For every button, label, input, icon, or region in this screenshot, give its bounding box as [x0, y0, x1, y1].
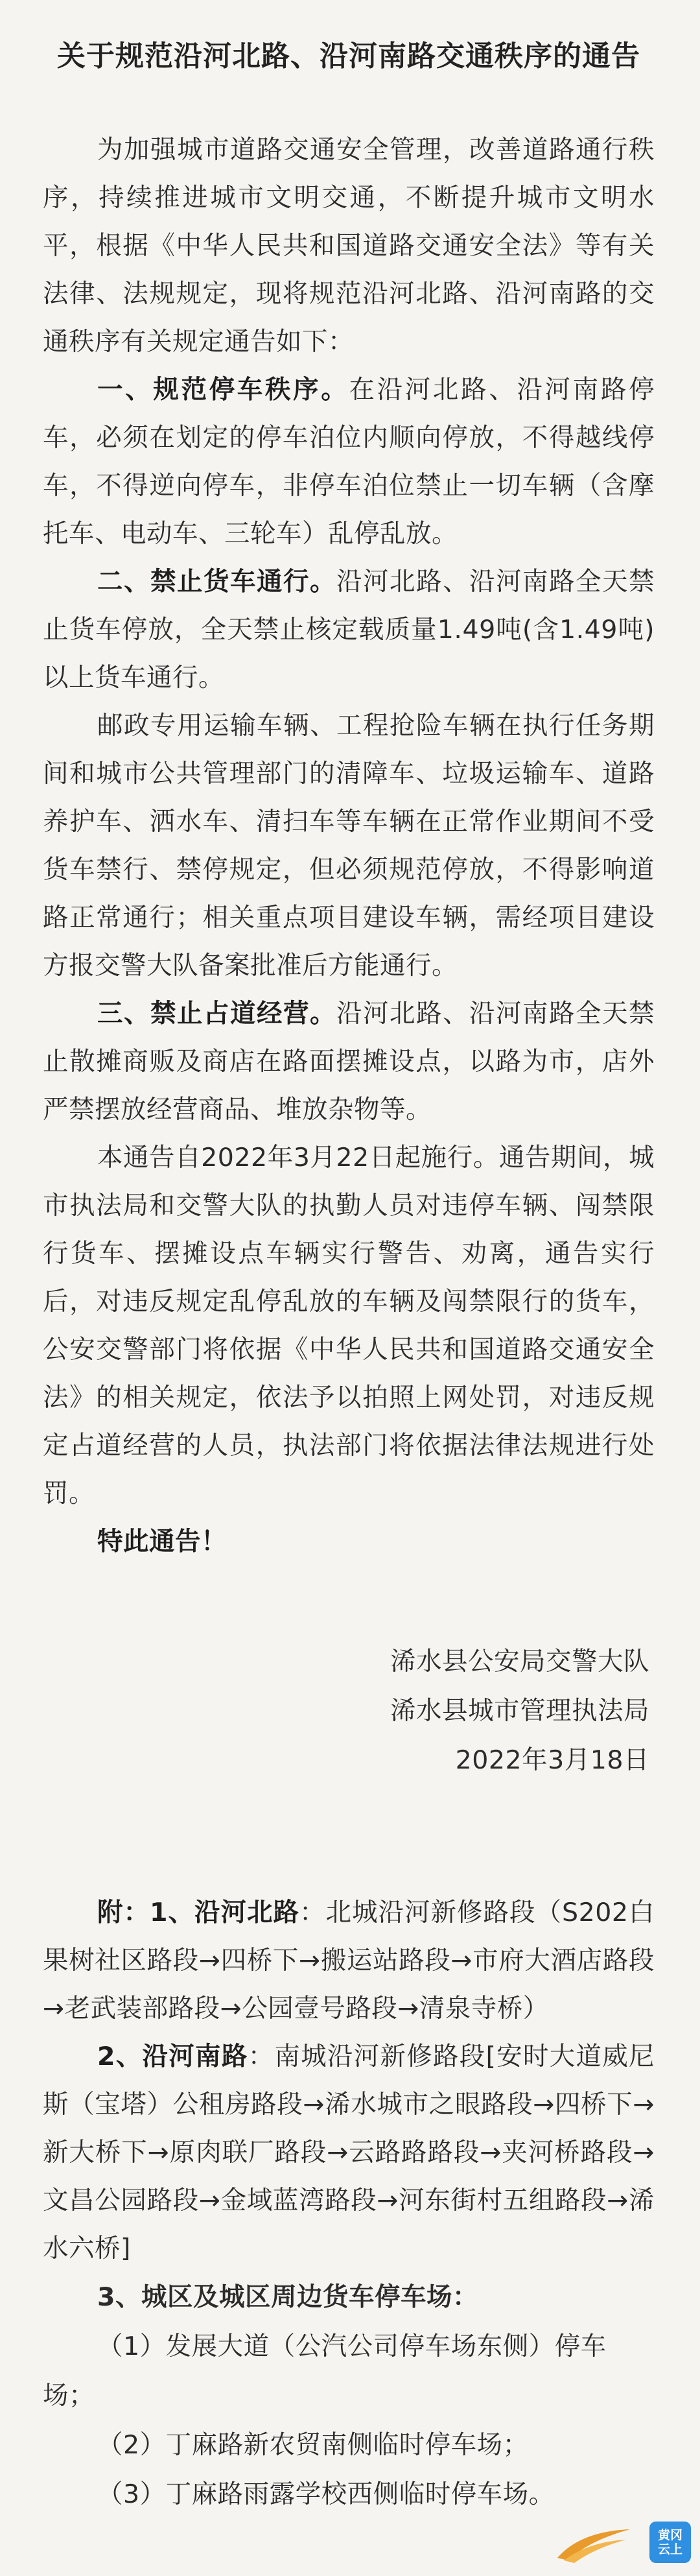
notice-body	[43, 126, 655, 1566]
watermark-logo	[555, 2522, 691, 2563]
annex-text: ：南城沿河新修路段[安时大道威尼斯（宝塔）公租房路段→浠水城市之眼路段→四桥下→新大桥下→原肉联厂路段→云路路路段→夹河桥路段→文昌公园路段→金域蓝湾路段→河东街村五组路段→浠水六桥]	[43, 2042, 655, 2263]
issue-date: 2022年3月18日	[455, 1745, 649, 1775]
section-heading: 二、禁止货车通行。	[97, 567, 336, 597]
swoosh-icon	[555, 2525, 633, 2563]
annex-text: ：北城沿河新修路段（S202白果树社区路段→四桥下→搬运站路段→市府大酒店路段→老武装部路段→公园壹号路段→清泉寺桥）	[43, 1898, 655, 2023]
section-closing	[43, 1518, 655, 1566]
section-exemptions	[43, 702, 655, 990]
section-heading: 一、规范停车秩序。	[97, 375, 349, 405]
signature-block	[43, 1637, 655, 1785]
parking-lot-item: （3）丁麻路雨露学校西侧临时停车场。	[97, 2479, 555, 2509]
annex-item-truck-parking	[43, 2272, 655, 2322]
intro-paragraph: 为加强城市道路交通安全管理，改善道路通行秩序，持续推进城市文明交通，不断提升城市文明水平，根据《中华人民共和国道路交通安全法》等有关法律、法规规定，现将规范沿河北路、沿河南路的交通秩序有关规定通告如下：	[43, 135, 655, 357]
notice-title: 关于规范沿河北路、沿河南路交通秩序的通告	[57, 40, 640, 73]
parking-lot-item: （2）丁麻路新农贸南侧临时停车场；	[97, 2430, 529, 2460]
annex-heading: 2、沿河南路	[97, 2042, 248, 2071]
annex-item-south-road	[43, 2033, 655, 2272]
badge-line-1: 黄冈	[657, 2528, 682, 2542]
section-parking	[43, 366, 655, 558]
annex-heading: 附：1、沿河北路	[97, 1898, 300, 1927]
parking-lot-item: （1）发展大道（公汽公司停车场东侧）停车场；	[43, 2332, 607, 2411]
issuer-urban-management: 浠水县城市管理执法局	[390, 1696, 649, 1726]
section-street-vending	[43, 990, 655, 1134]
annex-heading: 3、城区及城区周边货车停车场：	[97, 2282, 478, 2312]
closing-text: 特此通告！	[97, 1527, 227, 1556]
annex-item-north-road	[43, 1889, 655, 2033]
annex	[43, 1889, 655, 2519]
section-truck-ban	[43, 558, 655, 702]
badge-line-2: 云上	[657, 2542, 682, 2557]
app-badge-icon	[649, 2522, 691, 2563]
section-text: 沿河北路、沿河南路全天禁止货车停放，全天禁止核定载质量1.49吨(含1.49吨)以上货车通行。	[43, 567, 655, 693]
section-text: 在沿河北路、沿河南路停车，必须在划定的停车泊位内顺向停放，不得越线停车，不得逆向停车，非停车泊位禁止一切车辆（含摩托车、电动车、三轮车）乱停乱放。	[43, 375, 655, 549]
issuer-traffic-police: 浠水县公安局交警大队	[390, 1647, 649, 1676]
section-text: 本通告自2022年3月22日起施行。通告期间，城市执法局和交警大队的执勤人员对违停车辆、闯禁限行货车、摆摊设点车辆实行警告、劝离，通告实行后，对违反规定乱停乱放的车辆及闯禁限行的货车，公安交警部门将依据《中华人民共和国道路交通安全法》的相关规定，依法予以拍照上网处罚，对违反规定占道经营的人员，执法部门将依据法律法规进行处罚。	[43, 1143, 655, 1509]
section-effective-date	[43, 1134, 655, 1518]
section-text: 沿河北路、沿河南路全天禁止散摊商贩及商店在路面摆摊设点，以路为市，店外严禁摆放经营商品、堆放杂物等。	[43, 999, 655, 1125]
section-heading: 三、禁止占道经营。	[97, 999, 336, 1029]
section-text: 邮政专用运输车辆、工程抢险车辆在执行任务期间和城市公共管理部门的清障车、垃圾运输车、道路养护车、洒水车、清扫车等车辆在正常作业期间不受货车禁行、禁停规定，但必须规范停放，不得影响道路正常通行；相关重点项目建设车辆，需经项目建设方报交警大队备案批准后方能通行。	[43, 711, 655, 981]
